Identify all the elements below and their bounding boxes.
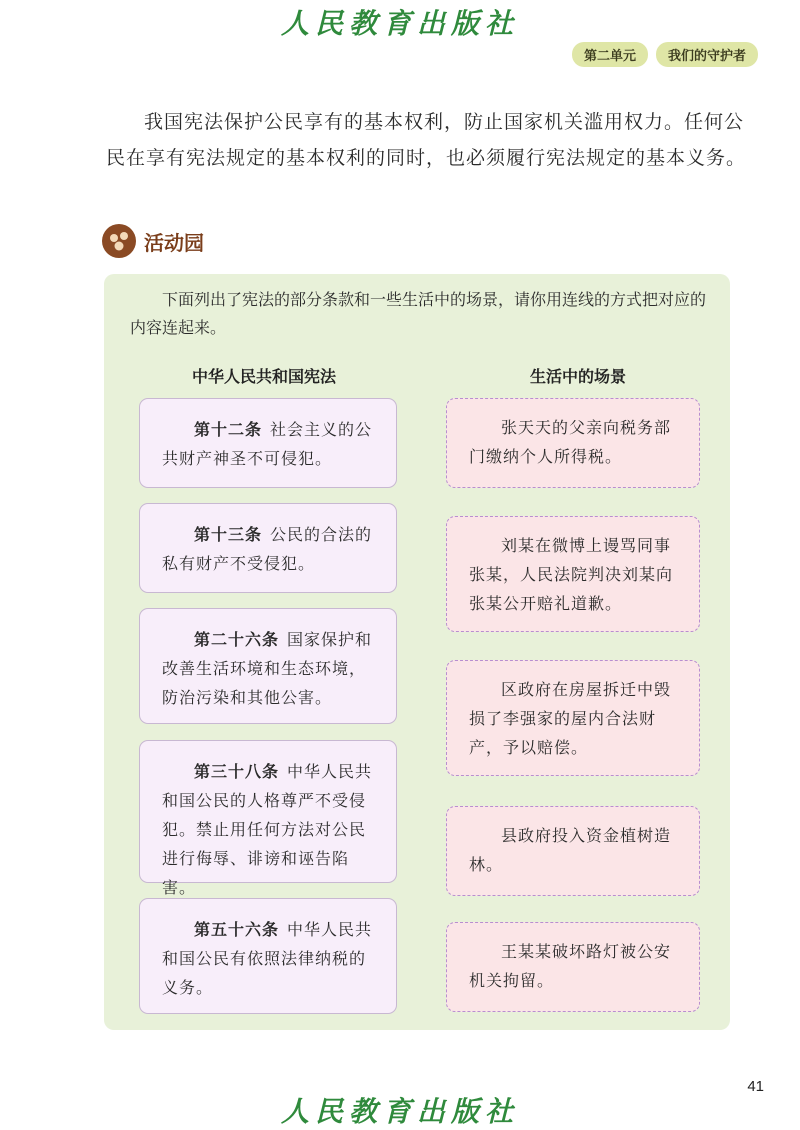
constitution-heading: 中华人民共和国宪法: [192, 367, 337, 386]
scene-card[interactable]: [446, 660, 700, 776]
article-text: 公民的合法的私有财产不受侵犯。: [162, 525, 373, 573]
intro-paragraph: 我国宪法保护公民享有的基本权利，防止国家机关滥用权力。任何公民在享有宪法规定的基本权利的同时，也必须履行宪法规定的基本义务。: [106, 111, 747, 169]
scene-text: 张天天的父亲向税务部门缴纳个人所得税。: [469, 418, 672, 466]
scene-card[interactable]: [446, 398, 700, 488]
article-card[interactable]: [139, 740, 397, 897]
activity-title: 活动园: [144, 230, 204, 255]
article-card[interactable]: [139, 898, 397, 1014]
article-text: 中华人民共和国公民的人格尊严不受侵犯。禁止用任何方法对公民进行侮辱、诽谤和诬告陷害。: [162, 762, 373, 897]
publisher-logo-top: 人民教育出版社: [280, 7, 519, 40]
activity-instruction: 下面列出了宪法的部分条款和一些生活中的场景，请你用连线的方式把对应的内容连起来。: [130, 290, 707, 337]
hands-icon: [102, 224, 136, 258]
article-number: 第三十八条: [194, 762, 280, 781]
article-card[interactable]: [139, 503, 397, 593]
article-card[interactable]: [139, 398, 397, 488]
scene-text: 区政府在房屋拆迁中毁损了李强家的屋内合法财产，予以赔偿。: [469, 680, 672, 757]
scene-text: 县政府投入资金植树造林。: [469, 826, 672, 874]
article-number: 第十二条: [194, 420, 263, 439]
unit-tag: 第二单元: [572, 42, 648, 67]
scenes-heading: 生活中的场景: [530, 367, 627, 386]
scene-card[interactable]: [446, 516, 700, 632]
article-card[interactable]: [139, 608, 397, 724]
unit-title-tag: 我们的守护者: [656, 42, 758, 67]
article-text: 社会主义的公共财产神圣不可侵犯。: [162, 420, 373, 468]
unit-header: [572, 42, 758, 67]
article-number: 第十三条: [194, 525, 263, 544]
page-number: 41: [747, 1078, 764, 1095]
activity-section-title: [102, 224, 204, 258]
scene-card[interactable]: [446, 806, 700, 896]
scene-card[interactable]: [446, 922, 700, 1012]
article-number: 第二十六条: [194, 630, 280, 649]
publisher-logo-bottom: 人民教育出版社: [280, 1095, 519, 1128]
article-text: 中华人民共和国公民有依照法律纳税的义务。: [162, 920, 373, 997]
article-text: 国家保护和改善生活环境和生态环境，防治污染和其他公害。: [162, 630, 373, 707]
article-number: 第五十六条: [194, 920, 280, 939]
scene-text: 王某某破坏路灯被公安机关拘留。: [469, 942, 672, 990]
scene-text: 刘某在微博上谩骂同事张某，人民法院判决刘某向张某公开赔礼道歉。: [469, 536, 674, 613]
